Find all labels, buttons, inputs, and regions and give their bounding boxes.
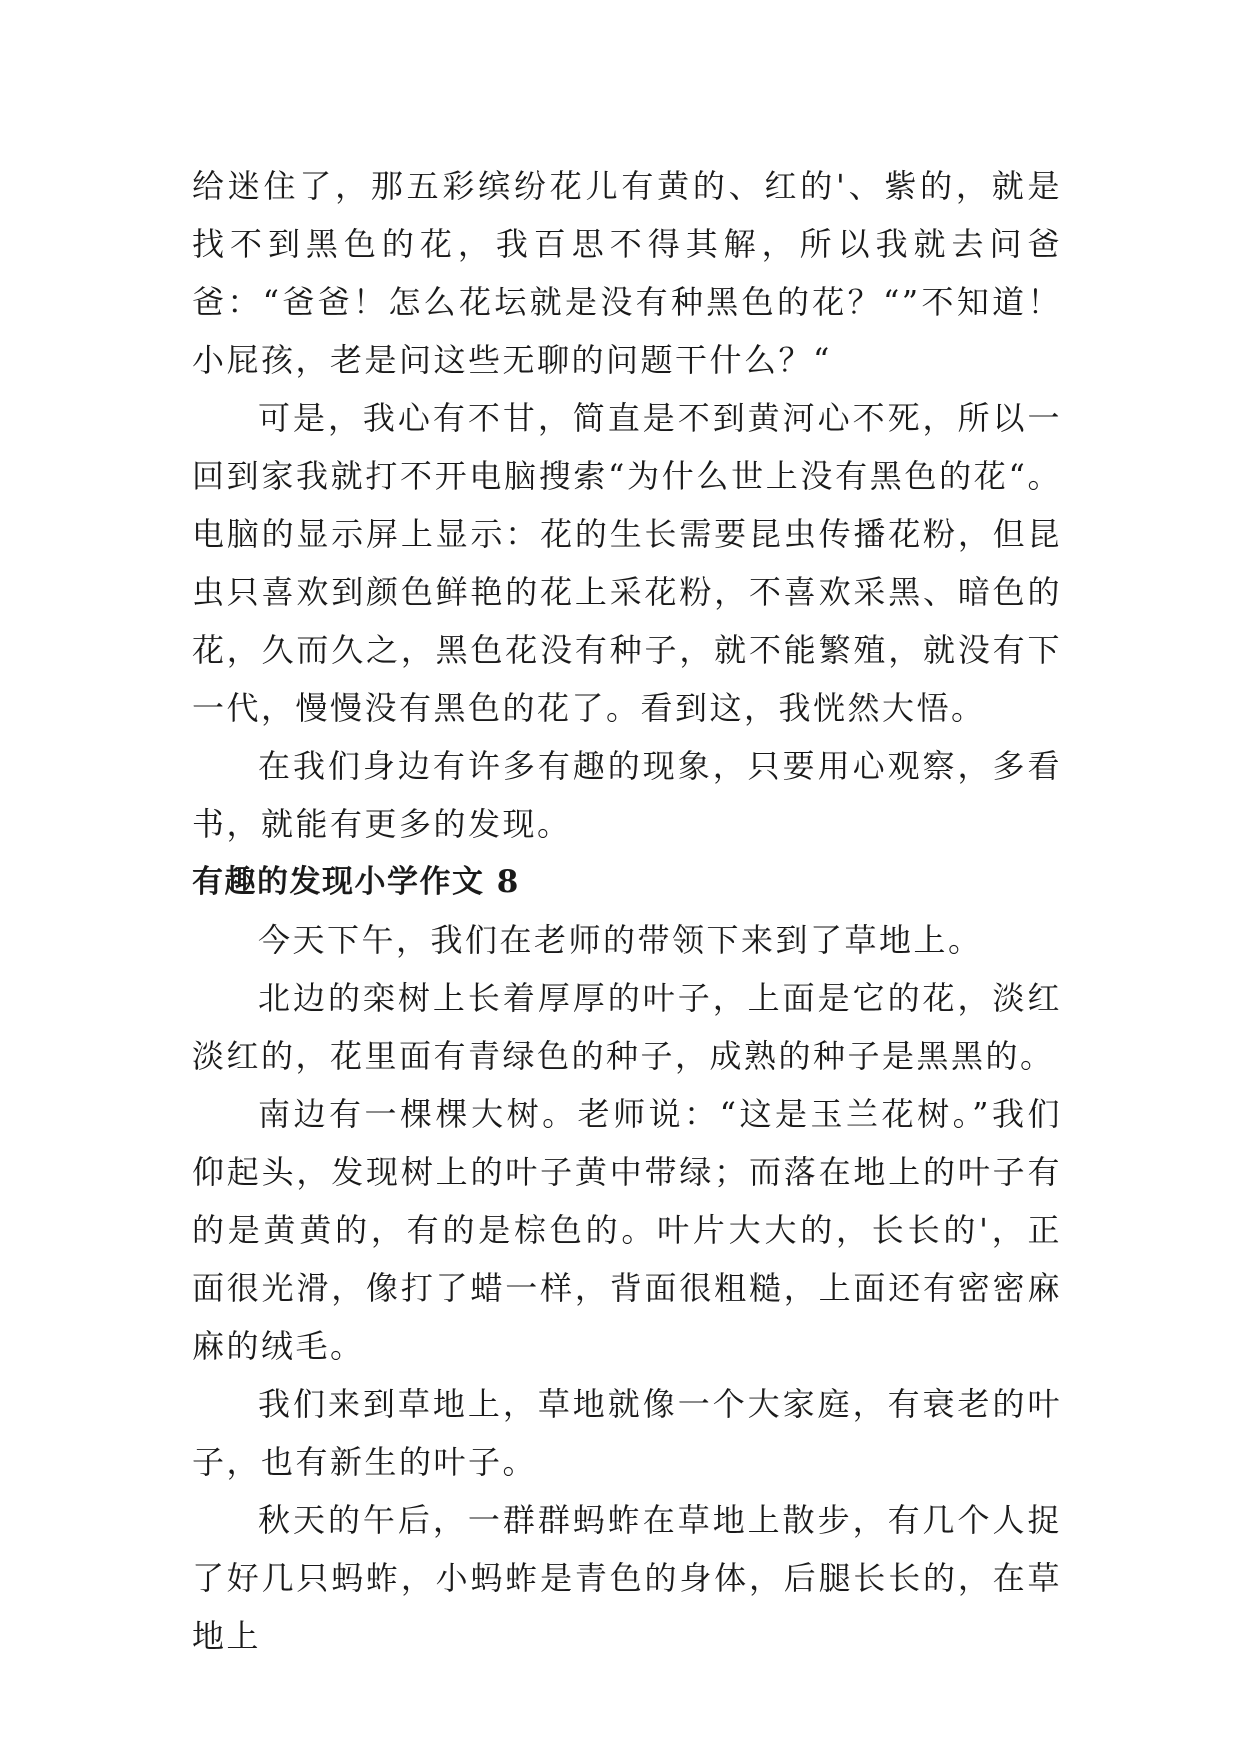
paragraph: 我们来到草地上，草地就像一个大家庭，有衰老的叶子，也有新生的叶子。 — [192, 1385, 1062, 1481]
paragraph: 秋天的午后，一群群蚂蚱在草地上散步，有几个人捉了好几只蚂蚱，小蚂蚱是青色的身体，后腿长长的，在草地上 — [192, 1501, 1062, 1655]
document-body — [192, 157, 1062, 1665]
section-heading: 有趣的发现小学作文 8 — [192, 864, 520, 900]
paragraph: 在我们身边有许多有趣的现象，只要用心观察，多看书，就能有更多的发现。 — [192, 747, 1062, 843]
paragraph: 可是，我心有不甘，简直是不到黄河心不死，所以一回到家我就打不开电脑搜索“为什么世上没有黑色的花“。电脑的显示屏上显示：花的生长需要昆虫传播花粉，但昆虫只喜欢到颜色鲜艳的花上采花粉，不喜欢采黑、暗色的花，久而久之，黑色花没有种子，就不能繁殖，就没有下一代，慢慢没有黑色的花了。看到这，我恍然大悟。 — [192, 399, 1062, 727]
paragraph: 今天下午，我们在老师的带领下来到了草地上。 — [258, 921, 983, 959]
paragraph: 南边有一棵棵大树。老师说：“这是玉兰花树。”我们仰起头，发现树上的叶子黄中带绿；而落在地上的叶子有的是黄黄的，有的是棕色的。叶片大大的，长长的'，正面很光滑，像打了蜡一样，背面很粗糙，上面还有密密麻麻的绒毛。 — [192, 1095, 1062, 1365]
paragraph: 北边的栾树上长着厚厚的叶子，上面是它的花，淡红淡红的，花里面有青绿色的种子，成熟的种子是黑黑的。 — [192, 979, 1062, 1075]
paragraph: 给迷住了，那五彩缤纷花儿有黄的、红的'、紫的，就是找不到黑色的花，我百思不得其解，所以我就去问爸爸：“爸爸！怎么花坛就是没有种黑色的花？“”不知道！小屁孩，老是问这些无聊的问题干什么？“ — [192, 167, 1062, 379]
